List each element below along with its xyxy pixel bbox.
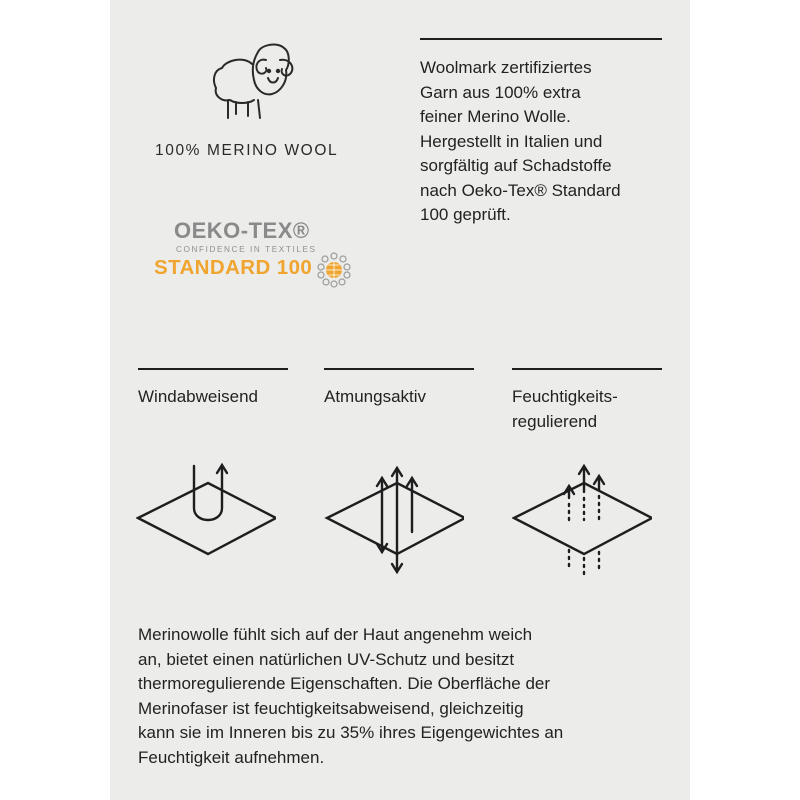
oeko-tex-subtitle: CONFIDENCE IN TEXTILES bbox=[176, 245, 317, 254]
intro-line: Hergestellt in Italien und bbox=[420, 131, 603, 151]
merino-wool-label: 100% MERINO WOOL bbox=[155, 142, 339, 159]
intro-line: feiner Merino Wolle. bbox=[420, 107, 571, 126]
oeko-tex-title: OEKO-TEX® bbox=[174, 218, 310, 243]
description-line: kann sie im Inneren bis zu 35% ihres Eigengewichtes an bbox=[138, 723, 564, 743]
sheep-icon bbox=[208, 38, 304, 122]
intro-line: nach Oeko-Tex® Standard bbox=[420, 180, 621, 200]
intro-line: 100 geprüft. bbox=[420, 205, 511, 224]
feature-divider-2 bbox=[324, 368, 474, 370]
intro-line: sorgfältig auf Schadstoffe bbox=[420, 156, 612, 175]
intro-text bbox=[420, 56, 660, 228]
intro-line: Woolmark zertifiziertes bbox=[420, 58, 592, 77]
feature-label-line: Atmungsaktiv bbox=[324, 387, 427, 406]
intro-line: Garn aus 100% extra bbox=[420, 82, 581, 102]
intro-divider bbox=[420, 38, 662, 40]
feature-divider-3 bbox=[512, 368, 662, 370]
windproof-icon bbox=[136, 458, 276, 578]
description-line: Merinofaser ist feuchtigkeitsabweisend, gleichzeitig bbox=[138, 698, 524, 718]
feature-label-line: regulierend bbox=[512, 412, 598, 431]
oeko-tex-logo bbox=[152, 218, 372, 288]
description-line: Merinowolle fühlt sich auf der Haut angenehm weich bbox=[138, 625, 533, 644]
description-line: Feuchtigkeit aufnehmen. bbox=[138, 747, 325, 767]
moisture-regulating-icon bbox=[512, 458, 652, 578]
feature-label-line: Windabweisend bbox=[138, 387, 259, 406]
feature-divider-1 bbox=[138, 368, 288, 370]
description-paragraph bbox=[138, 623, 678, 771]
breathable-icon bbox=[324, 458, 464, 578]
oeko-tex-standard: STANDARD 100 bbox=[154, 256, 313, 279]
feature-label-moisture bbox=[512, 384, 618, 434]
feature-label-windproof bbox=[138, 384, 258, 409]
feature-label-breathable bbox=[324, 384, 426, 409]
feature-label-line: Feuchtigkeits- bbox=[512, 387, 618, 406]
description-line: thermoregulierende Eigenschaften. Die Oberfläche der bbox=[138, 674, 551, 694]
description-line: an, bietet einen natürlichen UV-Schutz und besitzt bbox=[138, 649, 515, 669]
oeko-tex-seal-icon bbox=[316, 252, 352, 288]
